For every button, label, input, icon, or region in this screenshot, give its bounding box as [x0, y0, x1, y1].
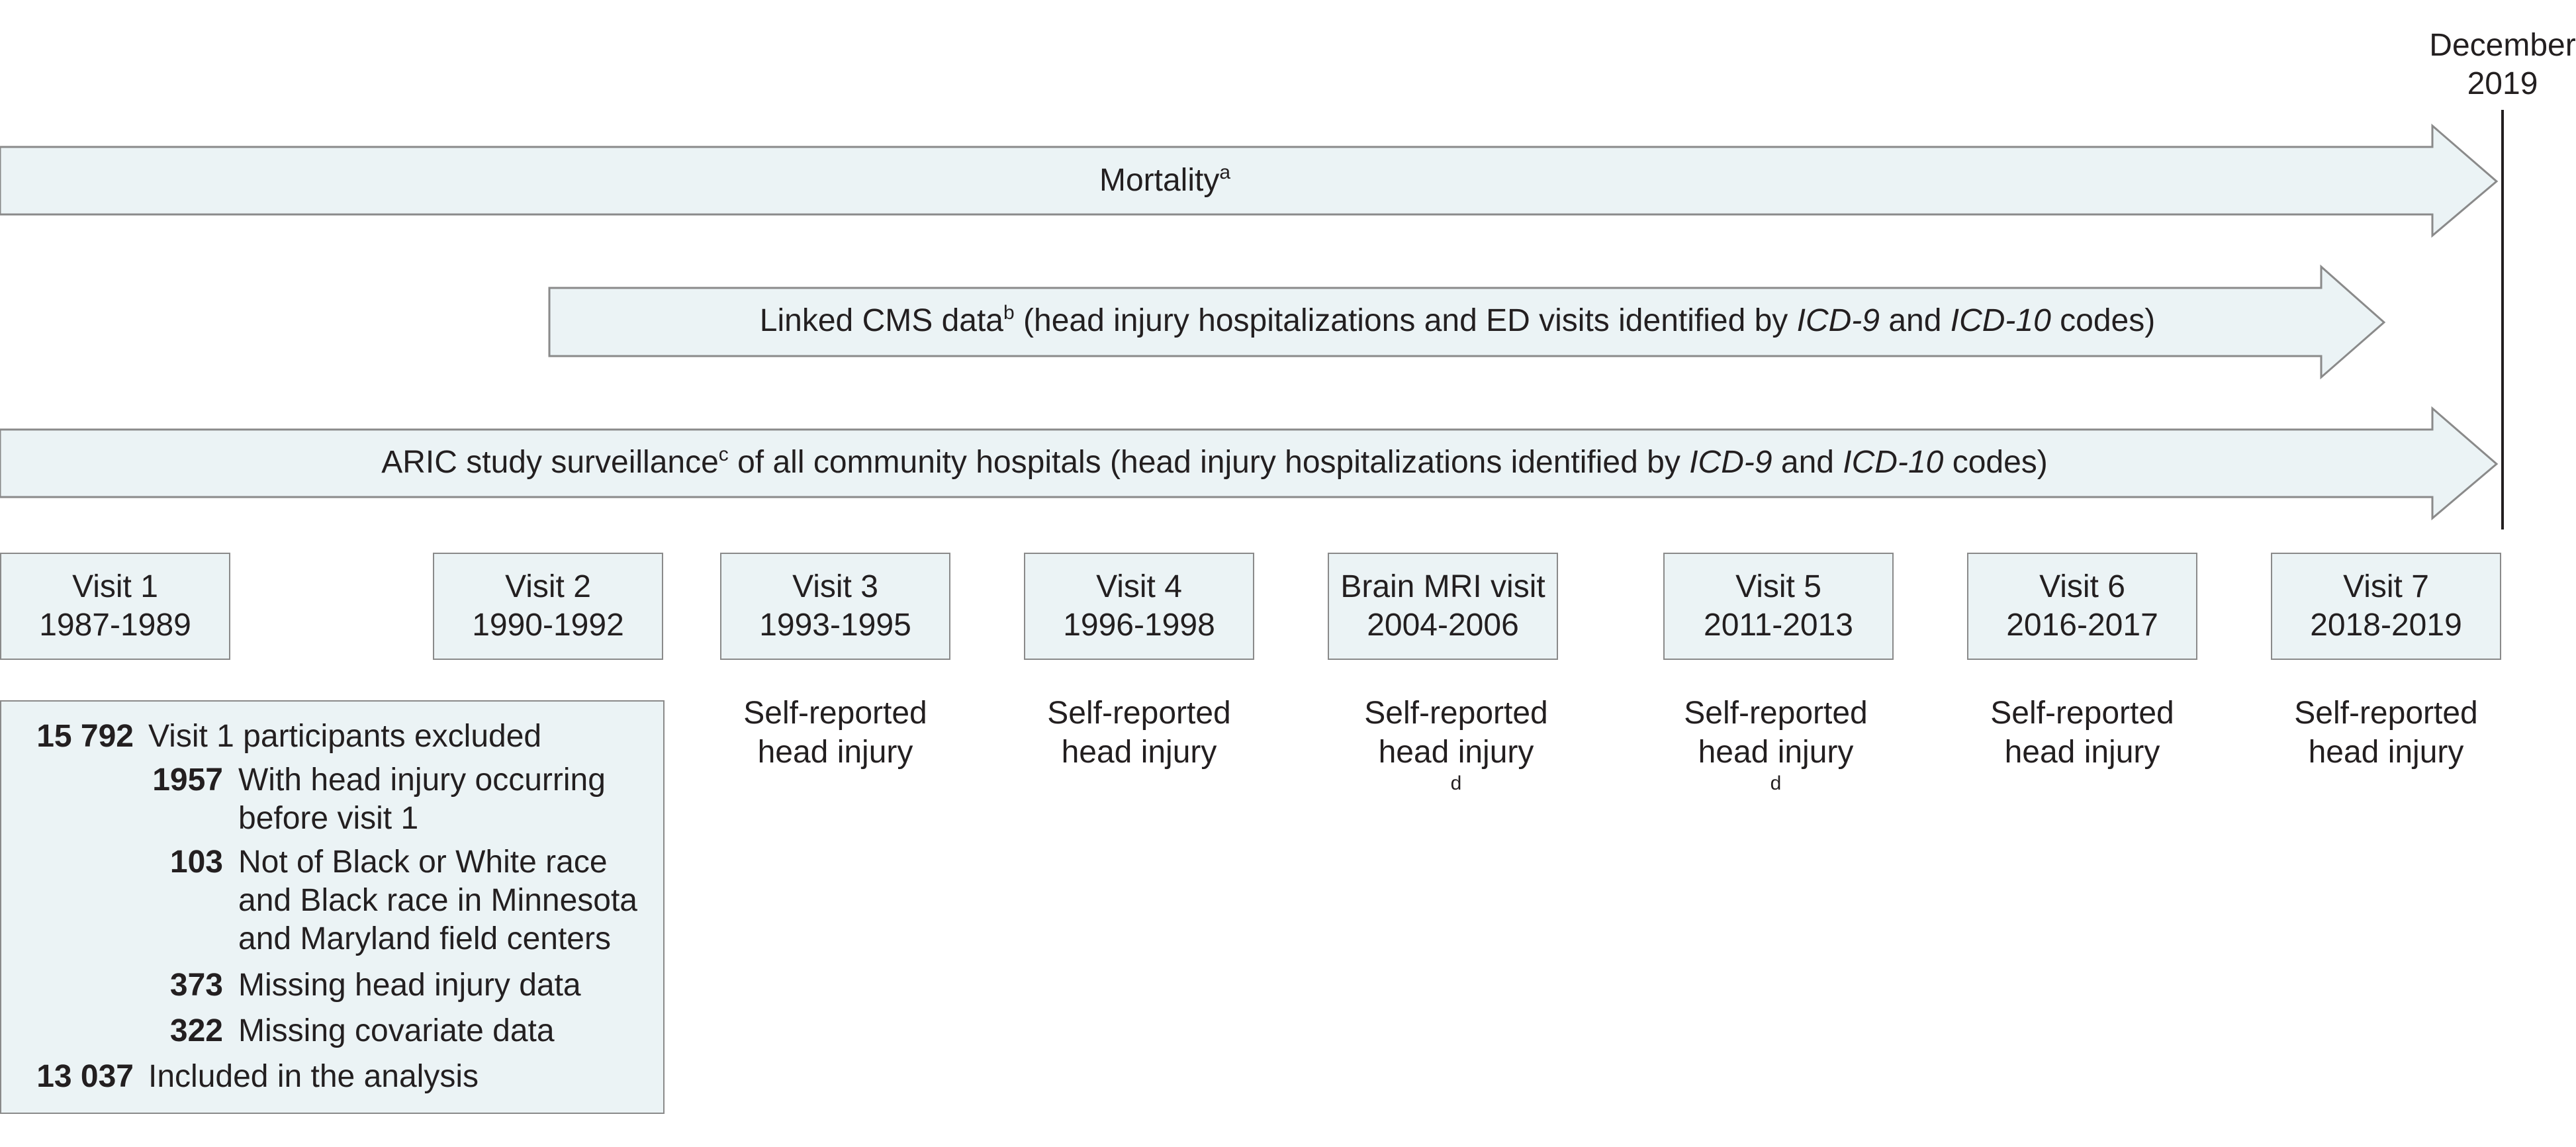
exclusion-label-missing-covariate: Missing covariate data — [238, 1013, 555, 1048]
visit-box-7: Visit 7 2018-2019 — [2271, 553, 2501, 660]
self-reported-visit-7: Self-reported head injury — [2294, 696, 2478, 770]
end-date-year: 2019 — [2467, 66, 2538, 101]
visit-box-2: Visit 2 1990-1992 — [433, 553, 663, 660]
self-reported-visit-5: Self-reported head injury $^d$ — [1684, 696, 1868, 794]
exclusion-box — [0, 700, 665, 1114]
self-reported-visit-6: Self-reported head injury — [1990, 696, 2174, 770]
exclusion-label-head-injury: With head injury occurring before visit 1 — [238, 762, 606, 836]
exclusion-label-missing-head-injury: Missing head injury data — [238, 968, 581, 1003]
exclusion-count-race: 103 — [169, 845, 223, 880]
mortality-arrow — [0, 126, 2497, 236]
excluded-total-count: 15 792 — [36, 719, 134, 754]
visit-box-1: Visit 1 1987-1989 — [0, 553, 230, 660]
visit-box-mri: Brain MRI visit 2004-2006 — [1328, 553, 1558, 660]
self-reported-mri: Self-reported head injury $^d$ — [1364, 696, 1548, 794]
included-count: 13 037 — [36, 1059, 134, 1094]
mortality-label: Mortality$^a$ — [1099, 161, 1231, 198]
exclusion-count-head-injury: 1957 — [152, 762, 223, 798]
end-date-month: December — [2429, 28, 2576, 63]
included-label: Included in the analysis — [148, 1059, 479, 1094]
visit-box-3: Visit 3 1993-1995 — [720, 553, 950, 660]
visit-box-5: Visit 5 2011-2013 — [1663, 553, 1894, 660]
self-reported-visit-4: Self-reported head injury — [1047, 696, 1231, 770]
visit-box-4: Visit 4 1996-1998 — [1024, 553, 1254, 660]
aric-label: ARIC study surveillance$^c$ of all community hospitals (head injury hospitalizations identified by ICD-9 and ICD-10 codes) — [381, 443, 2048, 480]
exclusion-count-missing-head-injury: 373 — [169, 968, 223, 1003]
excluded-total-label: Visit 1 participants excluded — [148, 719, 542, 754]
exclusion-count-missing-covariate: 322 — [169, 1013, 223, 1048]
exclusion-label-race: Not of Black or White race and Black race in Minnesota and Maryland field centers — [238, 845, 637, 956]
visit-box-6: Visit 6 2016-2017 — [1967, 553, 2197, 660]
self-reported-visit-3: Self-reported head injury — [743, 696, 927, 770]
end-date-label — [2423, 26, 2576, 103]
cms-label: Linked CMS data$^b$ (head injury hospitalizations and ED visits identified by ICD-9 and ICD-10 codes) — [759, 302, 2156, 338]
